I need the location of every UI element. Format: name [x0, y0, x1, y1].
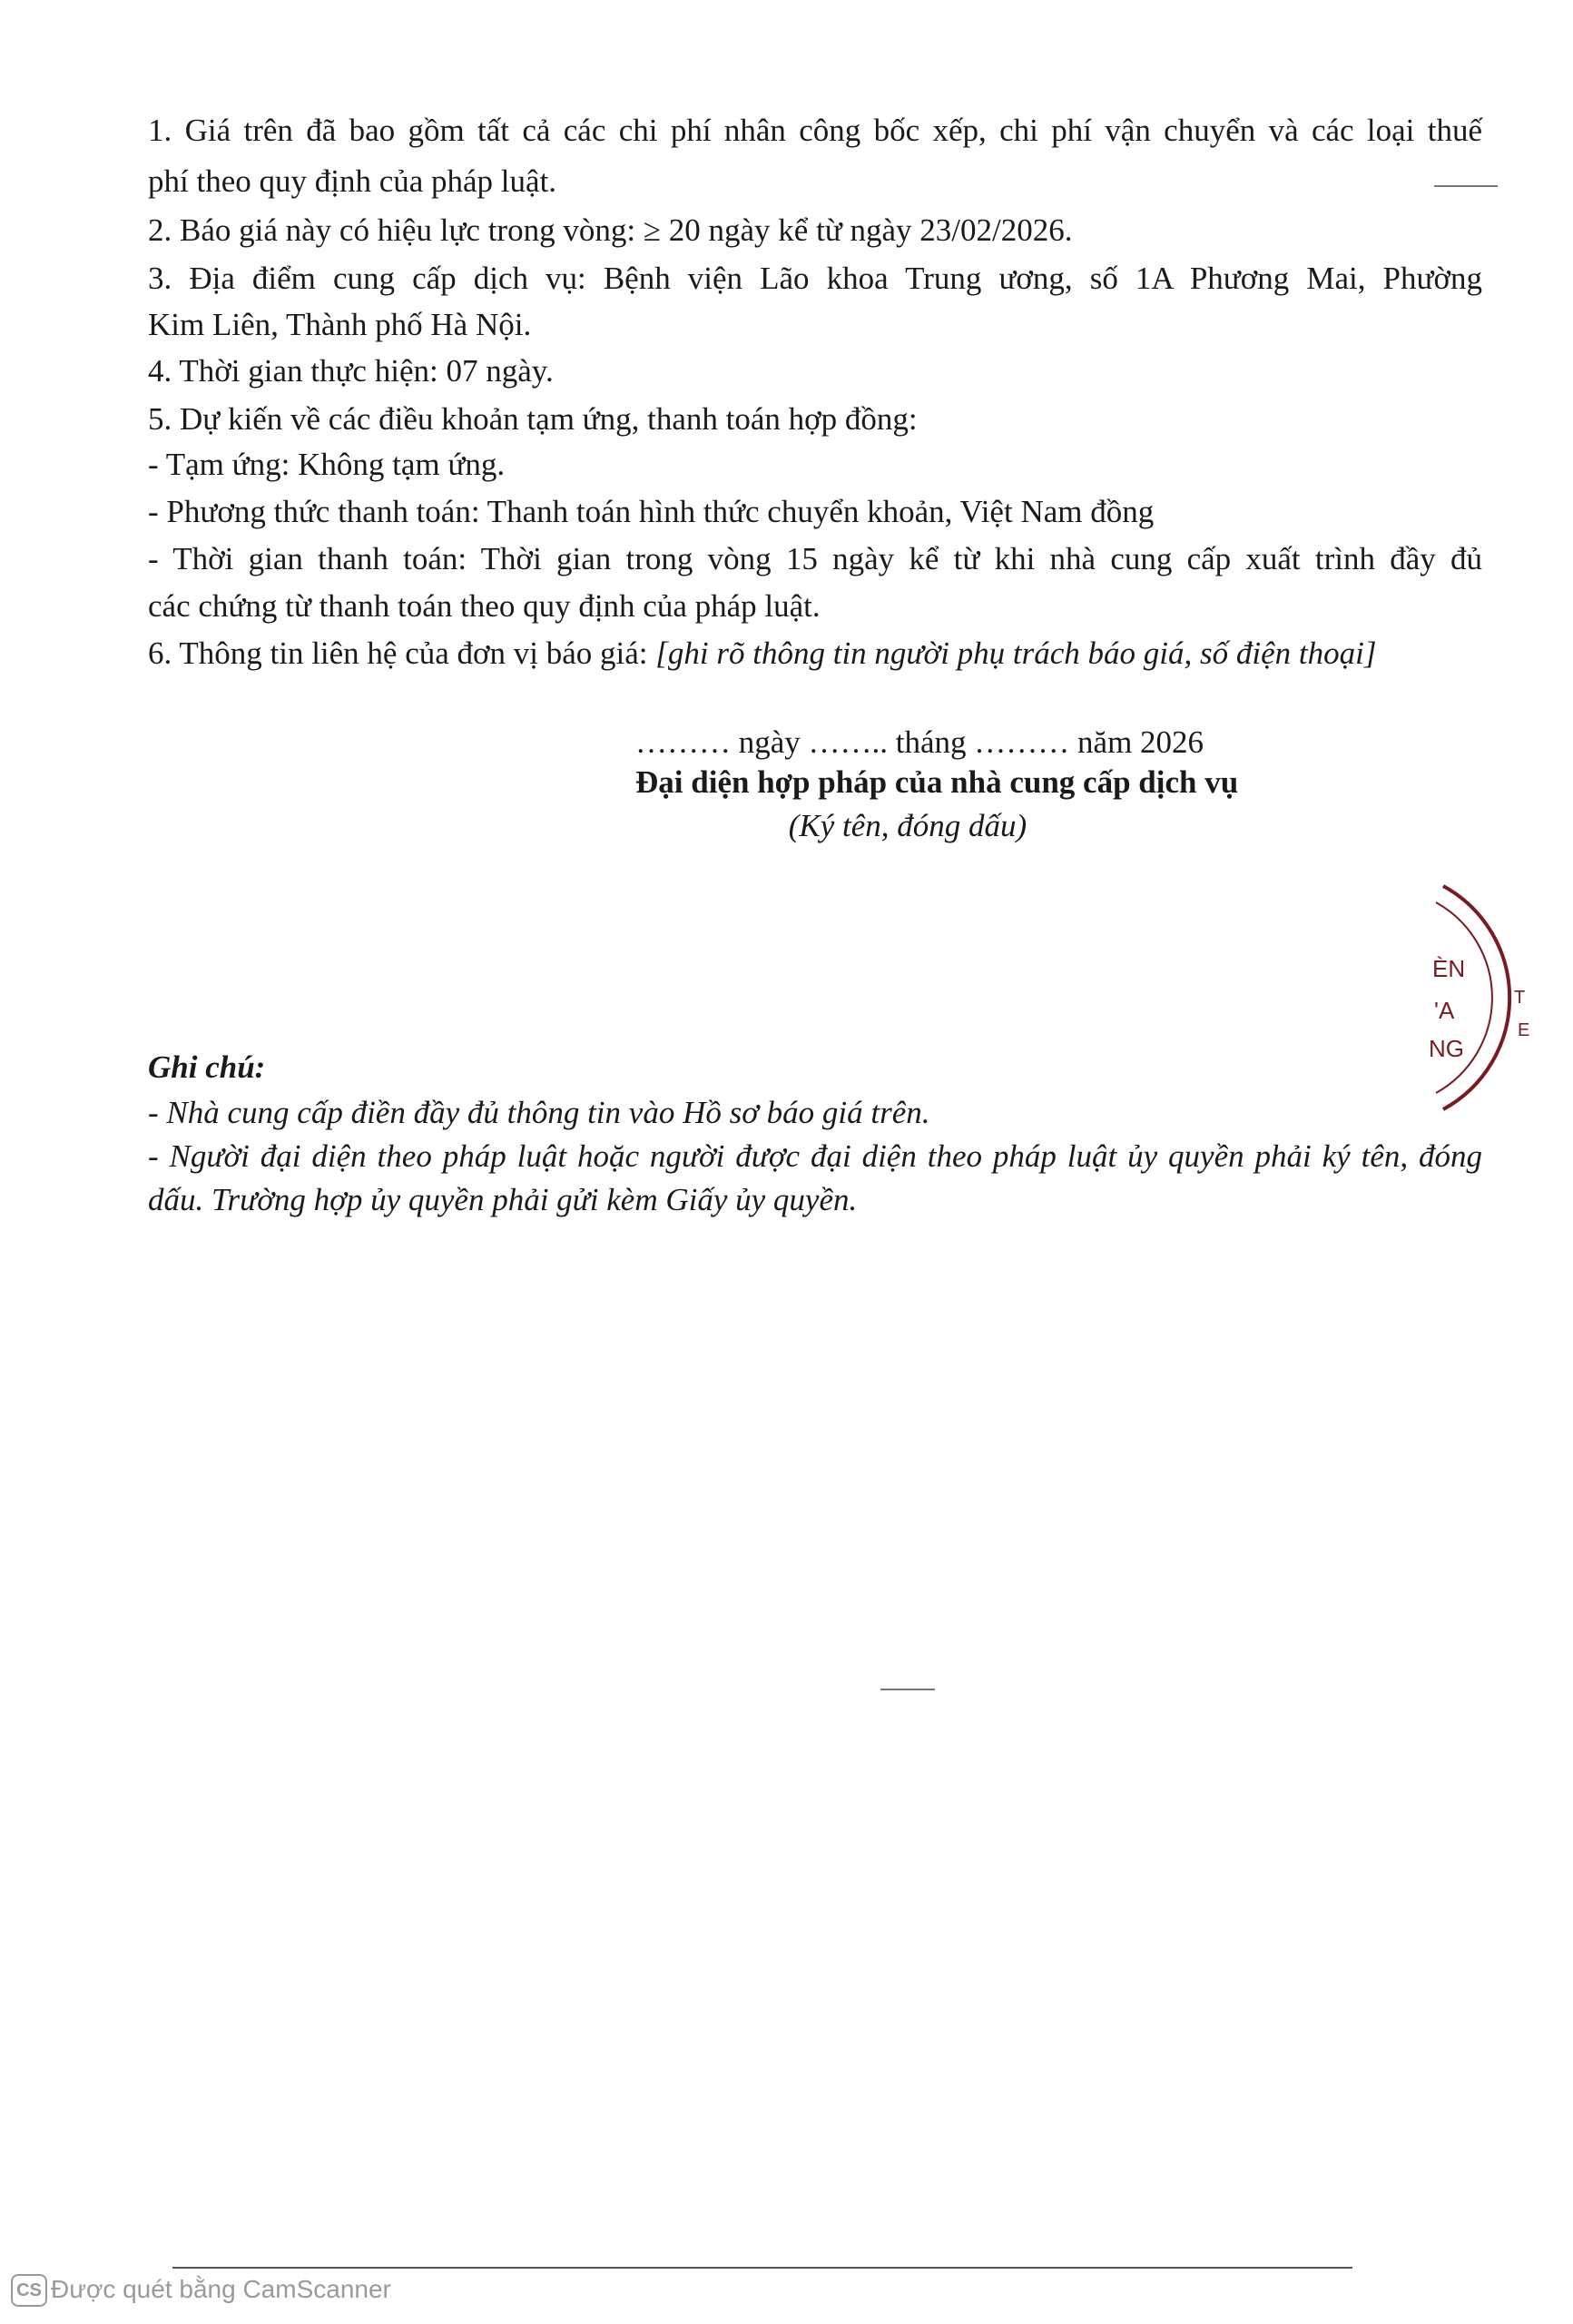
term-5-payment-time-line-1: - Thời gian thanh toán: Thời gian trong vòng 15 ngày kể từ khi nhà cung cấp xuất trình đầy đủ [148, 541, 1482, 576]
company-seal-stamp [1352, 872, 1573, 1126]
term-2: 2. Báo giá này có hiệu lực trong vòng: ≥ 20 ngày kể từ ngày 23/02/2026. [148, 212, 1073, 248]
term-5: 5. Dự kiến về các điều khoản tạm ứng, thanh toán hợp đồng: [148, 401, 918, 437]
term-6-label: 6. Thông tin liên hệ của đơn vị báo giá: [148, 635, 656, 671]
scan-speck [880, 1689, 935, 1690]
stamp-fragment-2: 'A [1434, 997, 1455, 1024]
signature-instruction: (Ký tên, đóng dấu) [788, 808, 1027, 843]
stamp-fragment-3: NG [1429, 1035, 1464, 1062]
term-1-line-1: 1. Giá trên đã bao gồm tất cả các chi phí nhân công bốc xếp, chi phí vận chuyển và các loại thuế [148, 113, 1482, 148]
signature-title: Đại diện hợp pháp của nhà cung cấp dịch vụ [635, 764, 1239, 800]
stamp-fragment-4: T [1514, 988, 1526, 1008]
seal-arc-icon [1352, 872, 1573, 1126]
scan-speck [1434, 185, 1498, 187]
term-5-payment-time-line-2: các chứng từ thanh toán theo quy định của pháp luật. [148, 588, 821, 624]
term-5-advance: - Tạm ứng: Không tạm ứng. [148, 447, 506, 482]
term-3-line-1: 3. Địa điểm cung cấp dịch vụ: Bệnh viện Lão khoa Trung ương, số 1A Phương Mai, Phường [148, 261, 1482, 296]
stamp-fragment-5: E [1518, 1020, 1530, 1040]
stamp-fragment-1: ÈN [1432, 955, 1466, 982]
term-3-line-2: Kim Liên, Thành phố Hà Nội. [148, 307, 532, 342]
camscanner-logo-icon: CS [11, 2274, 47, 2307]
term-4: 4. Thời gian thực hiện: 07 ngày. [148, 353, 554, 389]
note-1: - Nhà cung cấp điền đầy đủ thông tin vào Hồ sơ báo giá trên. [148, 1095, 930, 1130]
camscanner-watermark: Được quét bằng CamScanner [51, 2275, 391, 2303]
term-5-payment-method: - Phương thức thanh toán: Thanh toán hình thức chuyển khoản, Việt Nam đồng [148, 494, 1155, 529]
term-1-line-2: phí theo quy định của pháp luật. [148, 163, 557, 199]
signature-date-line: ……… ngày …….. tháng ……… năm 2026 [635, 724, 1204, 760]
term-6-hint: [ghi rõ thông tin người phụ trách báo giá, số điện thoại] [655, 635, 1377, 671]
footer-rule [172, 2267, 1352, 2269]
notes-heading: Ghi chú: [148, 1049, 266, 1085]
note-2-line-1: - Người đại diện theo pháp luật hoặc người được đại diện theo pháp luật ủy quyền phải ký tên, đóng [148, 1138, 1482, 1174]
term-6 [148, 634, 1482, 674]
note-2-line-2: dấu. Trường hợp ủy quyền phải gửi kèm Giấy ủy quyền. [148, 1182, 858, 1217]
